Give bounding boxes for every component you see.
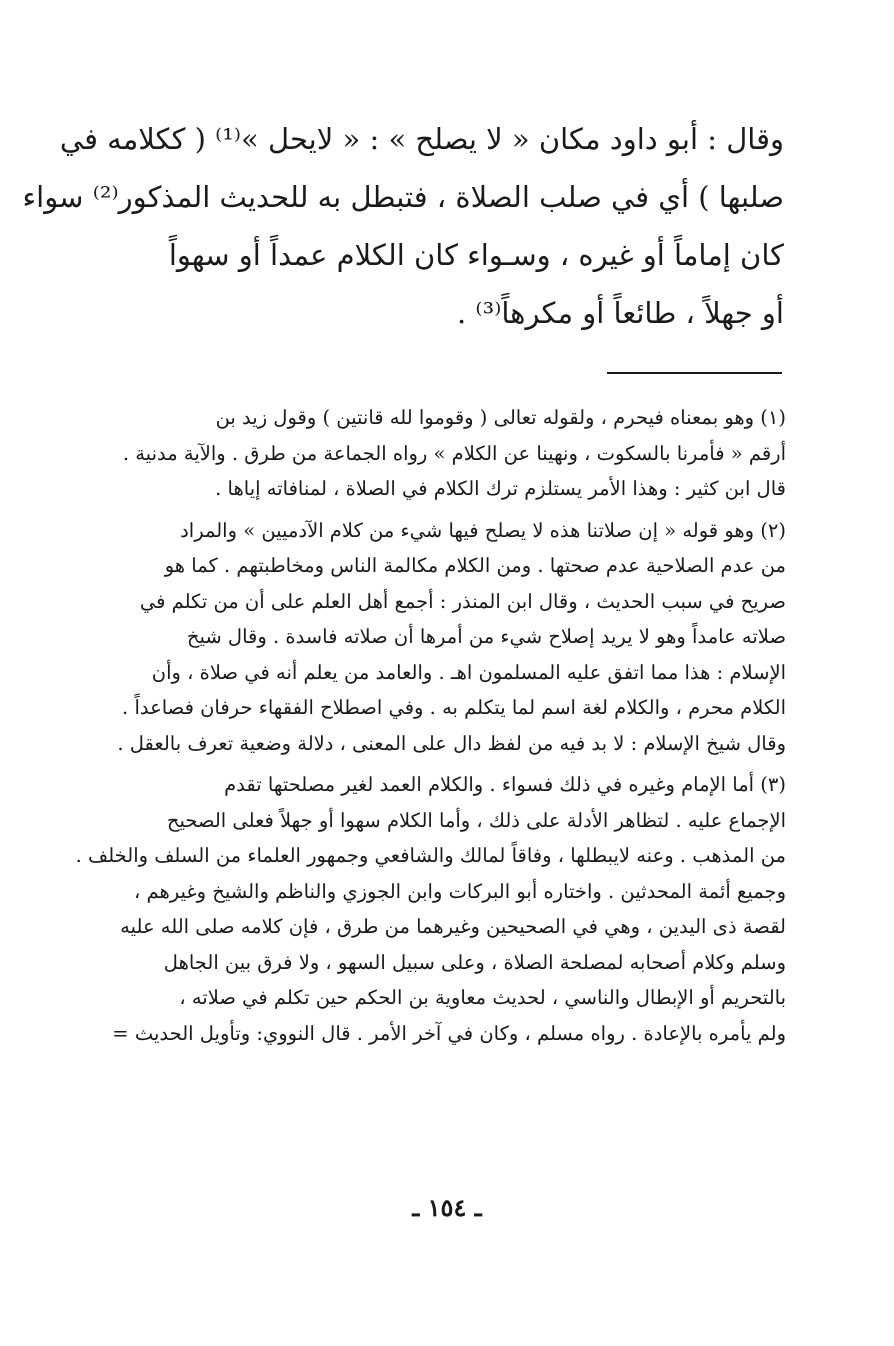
footnote-line: وسلم وكلام أصحابه لمصلحة الصلاة ، وعلى سبيل السهو ، ولا فرق بين الجاهل [163, 950, 786, 974]
footnote-line: ولم يأمره بالإعادة . رواه مسلم ، وكان في آخر الأمر . قال النووي: وتأويل الحديث = [112, 1021, 786, 1045]
footnote-line: (٢) وهو قوله « إن صلاتنا هذه لا يصلح فيها شيء من كلام الآدميين » والمراد [180, 518, 786, 542]
footnote-line: الإجماع عليه . لتظاهر الأدلة على ذلك ، وأما الكلام سهوا أو جهلاً فعلى الصحيح [166, 808, 786, 832]
footnote-line: الكلام محرم ، والكلام لغة اسم لما يتكلم به . وفي اصطلاح الفقهاء حرفان فصاعداً . [122, 696, 786, 719]
footnote-1 [50, 400, 790, 507]
footnote-line: الإسلام : هذا مما اتفق عليه المسلمون اهـ . والعامد من يعلم أنه في صلاة ، وأن [151, 660, 786, 684]
footnote-line: بالتحريم أو الإبطال والناسي ، لحديث معاوية بن الحكم حين تكلم في صلاته ، [179, 986, 786, 1009]
footnote-line: أرقم « فأمرنا بالسكوت ، ونهينا عن الكلام » رواه الجماعة من طرق . والآية مدنية . [122, 441, 786, 465]
main-text-line: وقال : أبو داود مكان « لا يصلح » : « لايحل »⁽¹⁾ ( ككلامه في [59, 122, 784, 156]
footnote-line: من المذهب . وعنه لايبطلها ، وفاقاً لمالك والشافعي وجمهور العلماء من السلف والخلف . [75, 844, 786, 867]
footnote-2 [50, 513, 790, 762]
footnote-line: صريح في سبب الحديث ، وقال ابن المنذر : أجمع أهل العلم على أن من تكلم في [139, 589, 786, 613]
page-number: ـ ١٥٤ ـ [412, 1193, 482, 1222]
footnote-line: (١) وهو بمعناه فيحرم ، ولقوله تعالى ( وقوموا لله قانتين ) وقول زيد بن [215, 406, 786, 429]
footnote-3 [50, 767, 790, 1051]
footnote-line: صلاته عامداً وهو لا يريد إصلاح شيء من أمرها أن صلاته فاسدة . وقال شيخ [186, 625, 786, 648]
footnote-line: وجميع أئمة المحدثين . واختاره أبو البركات وابن الجوزي والناظم والشيخ وغيرهم ، [134, 879, 786, 903]
main-text-block [22, 110, 790, 342]
footnotes [50, 400, 790, 1057]
footnote-line: من عدم الصلاحية عدم صحتها . ومن الكلام مكالمة الناس ومخاطبتهم . كما هو [164, 554, 786, 577]
main-text-line: أو جهلاً ، طائعاً أو مكرهاً⁽³⁾ . [457, 296, 784, 330]
footnote-line: وقال شيخ الإسلام : لا بد فيه من لفظ دال على المعنى ، دلالة وضعية تعرف بالعقل . [117, 731, 786, 755]
footnote-line: (٣) أما الإمام وغيره في ذلك فسواء . والكلام العمد لغير مصلحتها تقدم [224, 773, 786, 796]
footnote-separator [607, 372, 782, 374]
main-text-line: كان إماماً أو غيره ، وسـواء كان الكلام عمداً أو سهواً [168, 238, 784, 272]
footnote-line: لقصة ذى اليدين ، وهي في الصحيحين وغيرهما من طرق ، فإن كلامه صلى الله عليه [120, 915, 786, 938]
book-page [22, 110, 790, 1045]
footnote-line: قال ابن كثير : وهذا الأمر يستلزم ترك الكلام في الصلاة ، لمنافاته إياها . [215, 477, 786, 500]
main-text-line: صلبها ) أي في صلب الصلاة ، فتبطل به للحديث المذكور⁽²⁾ سواء [22, 180, 784, 214]
